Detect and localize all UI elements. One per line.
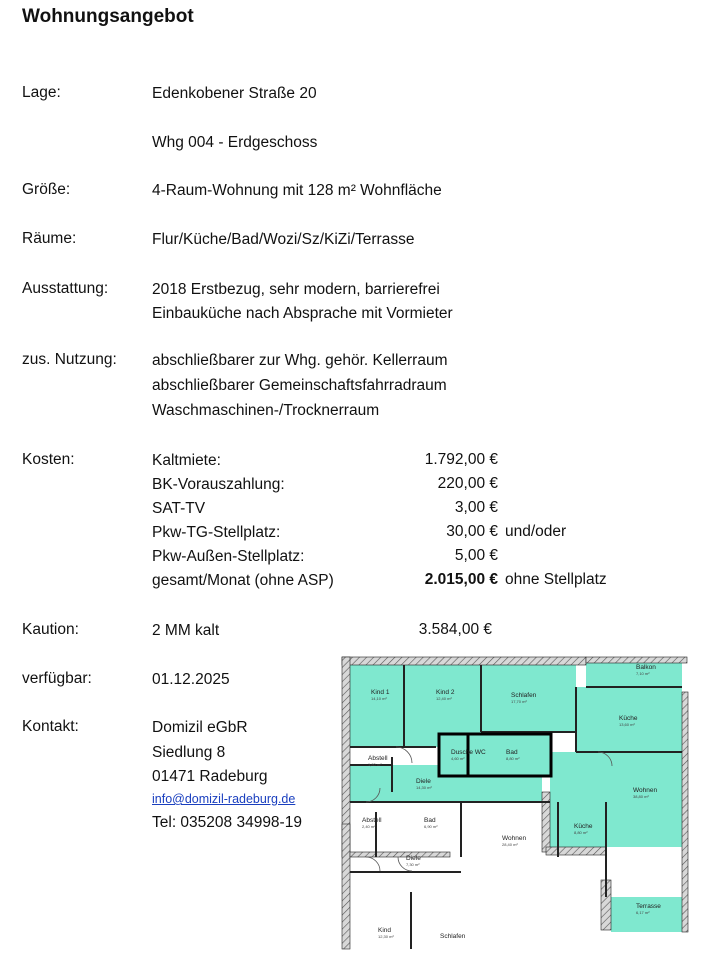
room-fill: [550, 752, 682, 847]
room-area: 7,30 m²: [406, 862, 420, 867]
ausstattung-label: Ausstattung:: [22, 280, 109, 297]
room-fill: [350, 765, 542, 802]
room-area: 17,70 m²: [511, 699, 527, 704]
kosten-item-amount: 1.792,00 €: [424, 451, 498, 468]
kosten-item-name: SAT-TV: [152, 500, 206, 517]
room-name: Bad: [424, 817, 436, 824]
room-name: Küche: [619, 715, 638, 722]
room-area: 12,40 m²: [436, 696, 452, 701]
room-name: Kind: [378, 927, 392, 934]
room-area: 4,60 m²: [451, 756, 465, 761]
room-area: 38,80 m²: [633, 794, 649, 799]
room-name: Schlafen: [440, 933, 466, 940]
kosten-total-name: gesamt/Monat (ohne ASP): [152, 572, 334, 589]
kosten-item-name: Pkw-Außen-Stellplatz:: [152, 548, 305, 565]
nutzung-line: Waschmaschinen-/Trocknerraum: [152, 402, 380, 419]
raeume-label: Räume:: [22, 230, 77, 247]
room-name: Terrasse: [636, 903, 661, 910]
room-name: Abstell: [368, 755, 388, 762]
room-name: Schlafen: [511, 692, 537, 699]
verfuegbar-value: 01.12.2025: [152, 671, 230, 688]
room-area: 12,30 m²: [378, 934, 394, 939]
room-area: 14,30 m²: [416, 785, 432, 790]
nutzung-line: abschließbarer Gemeinschaftsfahrradraum: [152, 377, 447, 394]
room-name: Balkon: [636, 664, 656, 671]
room-area: 8,80 m²: [574, 830, 588, 835]
kosten-item-name: BK-Vorauszahlung:: [152, 476, 285, 493]
room-area: 2,40 m²: [362, 824, 376, 829]
kosten-label: Kosten:: [22, 451, 75, 468]
kontakt-name: Domizil eGbR: [152, 719, 248, 736]
kaution-label: Kaution:: [22, 621, 79, 638]
lage-address: Edenkobener Straße 20: [152, 85, 317, 102]
room-fill: [350, 665, 404, 747]
room-area: 8,80 m²: [506, 756, 520, 761]
room-name: Kind 2: [436, 689, 455, 696]
room-area: 14,10 m²: [371, 696, 387, 701]
kosten-total-note: ohne Stellplatz: [505, 571, 607, 588]
kontakt-city: 01471 Radeburg: [152, 768, 268, 785]
kontakt-street: Siedlung 8: [152, 744, 226, 761]
kosten-item-note: und/oder: [505, 523, 567, 540]
kaution-value: 2 MM kalt: [152, 622, 220, 639]
kosten-item-amount: 5,00 €: [454, 547, 498, 564]
kontakt-email-link[interactable]: info@domizil-radeburg.de: [152, 792, 296, 806]
kontakt-phone: Tel: 035208 34998-19: [152, 814, 302, 831]
room-area: 6,17 m²: [636, 910, 650, 915]
verfuegbar-label: verfügbar:: [22, 670, 92, 687]
room-area: 1,80 m²: [368, 762, 382, 767]
room-name: Küche: [574, 823, 593, 830]
ausstattung-line: 2018 Erstbezug, sehr modern, barrierefrei: [152, 281, 440, 298]
room-name: Wohnen: [502, 835, 527, 842]
room-name: Dusche WC: [451, 749, 486, 756]
room-name: Diele: [416, 778, 431, 785]
room-name: Bad: [506, 749, 518, 756]
lage-unit: Whg 004 - Erdgeschoss: [152, 134, 318, 151]
kontakt-label: Kontakt:: [22, 718, 79, 735]
lage-label: Lage:: [22, 84, 61, 101]
groesse-label: Größe:: [22, 181, 71, 198]
room-area: 6,90 m²: [424, 824, 438, 829]
ausstattung-line: Einbauküche nach Absprache mit Vormieter: [152, 305, 453, 322]
nutzung-label: zus. Nutzung:: [22, 351, 117, 368]
kosten-item-amount: 220,00 €: [437, 475, 498, 492]
nutzung-line: abschließbarer zur Whg. gehör. Kellerraum: [152, 352, 448, 369]
kosten-item-name: Kaltmiete:: [152, 452, 221, 469]
floor-plan-drawing: [336, 652, 692, 952]
room-name: Diele: [406, 855, 421, 862]
groesse-value: 4-Raum-Wohnung mit 128 m² Wohnfläche: [152, 182, 442, 199]
room-name: Kind 1: [371, 689, 390, 696]
kaution-amount: 3.584,00 €: [418, 621, 492, 638]
room-name: Wohnen: [633, 787, 658, 794]
page-title: Wohnungsangebot: [22, 6, 194, 27]
kosten-item-name: Pkw-TG-Stellplatz:: [152, 524, 281, 541]
room-area: 13,60 m²: [619, 722, 635, 727]
room-area: 7,10 m²: [636, 671, 650, 676]
kosten-item-amount: 30,00 €: [446, 523, 498, 540]
kosten-total-amount: 2.015,00 €: [424, 571, 498, 588]
floor-plan: [336, 652, 692, 952]
room-area: 28,40 m²: [502, 842, 518, 847]
kosten-item-amount: 3,00 €: [454, 499, 498, 516]
room-fill: [586, 663, 682, 687]
room-name: Abstell: [362, 817, 382, 824]
raeume-value: Flur/Küche/Bad/Wozi/Sz/KiZi/Terrasse: [152, 231, 415, 248]
